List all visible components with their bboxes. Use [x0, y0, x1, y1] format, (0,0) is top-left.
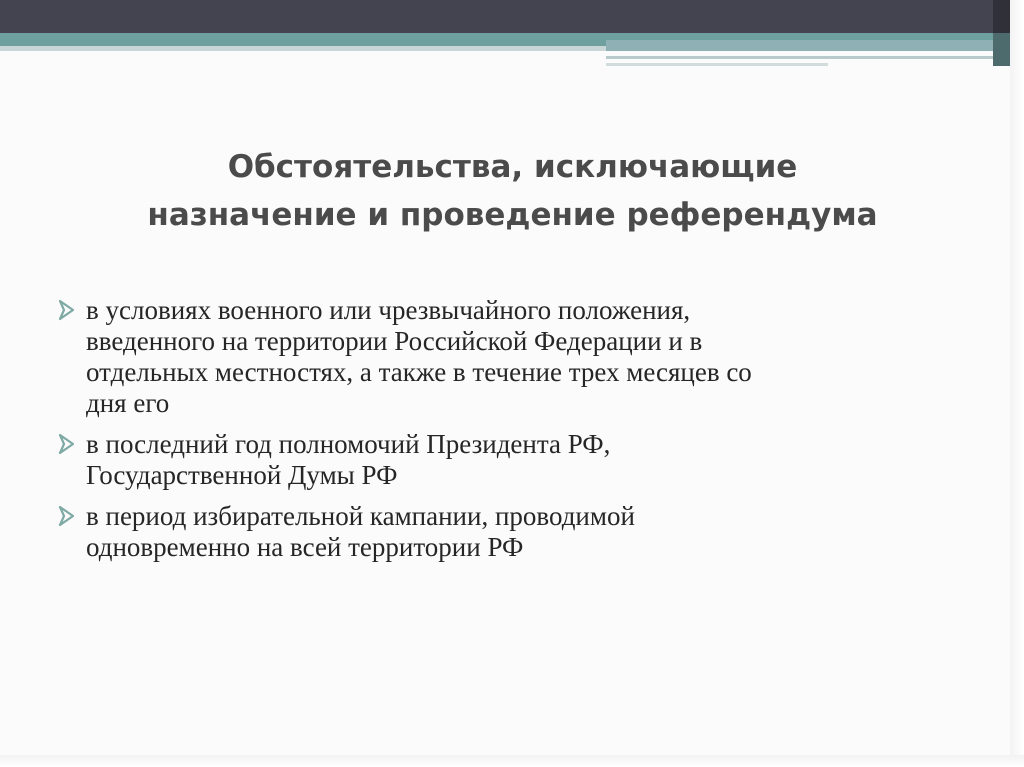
- bullet-list: [56, 295, 946, 573]
- bullet-item: [56, 501, 946, 563]
- bullet-text-line: в последний год полномочий Президента РФ,: [86, 429, 611, 459]
- bullet-text-line: отдельных местностях, а также в течение трех месяцев со: [86, 357, 752, 387]
- chevron-right-icon: [58, 297, 76, 323]
- bullet-text-line: в период избирательной кампании, проводимой: [86, 501, 635, 531]
- header-accent-line: [606, 63, 828, 66]
- chevron-right-icon: [58, 431, 76, 457]
- slide-title: [60, 143, 965, 239]
- bullet-text-line: в условиях военного или чрезвычайного положения,: [86, 295, 691, 325]
- bullet-item: [56, 295, 946, 419]
- header-accent-block-teal: [993, 33, 1010, 66]
- slide-bottom-shadow: [0, 755, 1024, 767]
- bullet-item: [56, 429, 946, 491]
- bullet-text-line: введенного на территории Российской Федерации и в: [86, 326, 703, 356]
- chevron-right-icon: [58, 503, 76, 529]
- bullet-text-line: Государственной Думы РФ: [86, 460, 398, 490]
- slide-title-line: назначение и проведение референдума: [147, 197, 878, 233]
- slide-edge-shadow: [1010, 0, 1024, 767]
- bullet-text-line: одновременно на всей территории РФ: [86, 532, 524, 562]
- bullet-text-line: дня его: [86, 388, 170, 418]
- header-accent-line: [606, 56, 1010, 59]
- header-accent-step: [606, 40, 1010, 51]
- slide-title-line: Обстоятельства, исключающие: [227, 149, 798, 185]
- header-banner-dark: [0, 0, 1010, 33]
